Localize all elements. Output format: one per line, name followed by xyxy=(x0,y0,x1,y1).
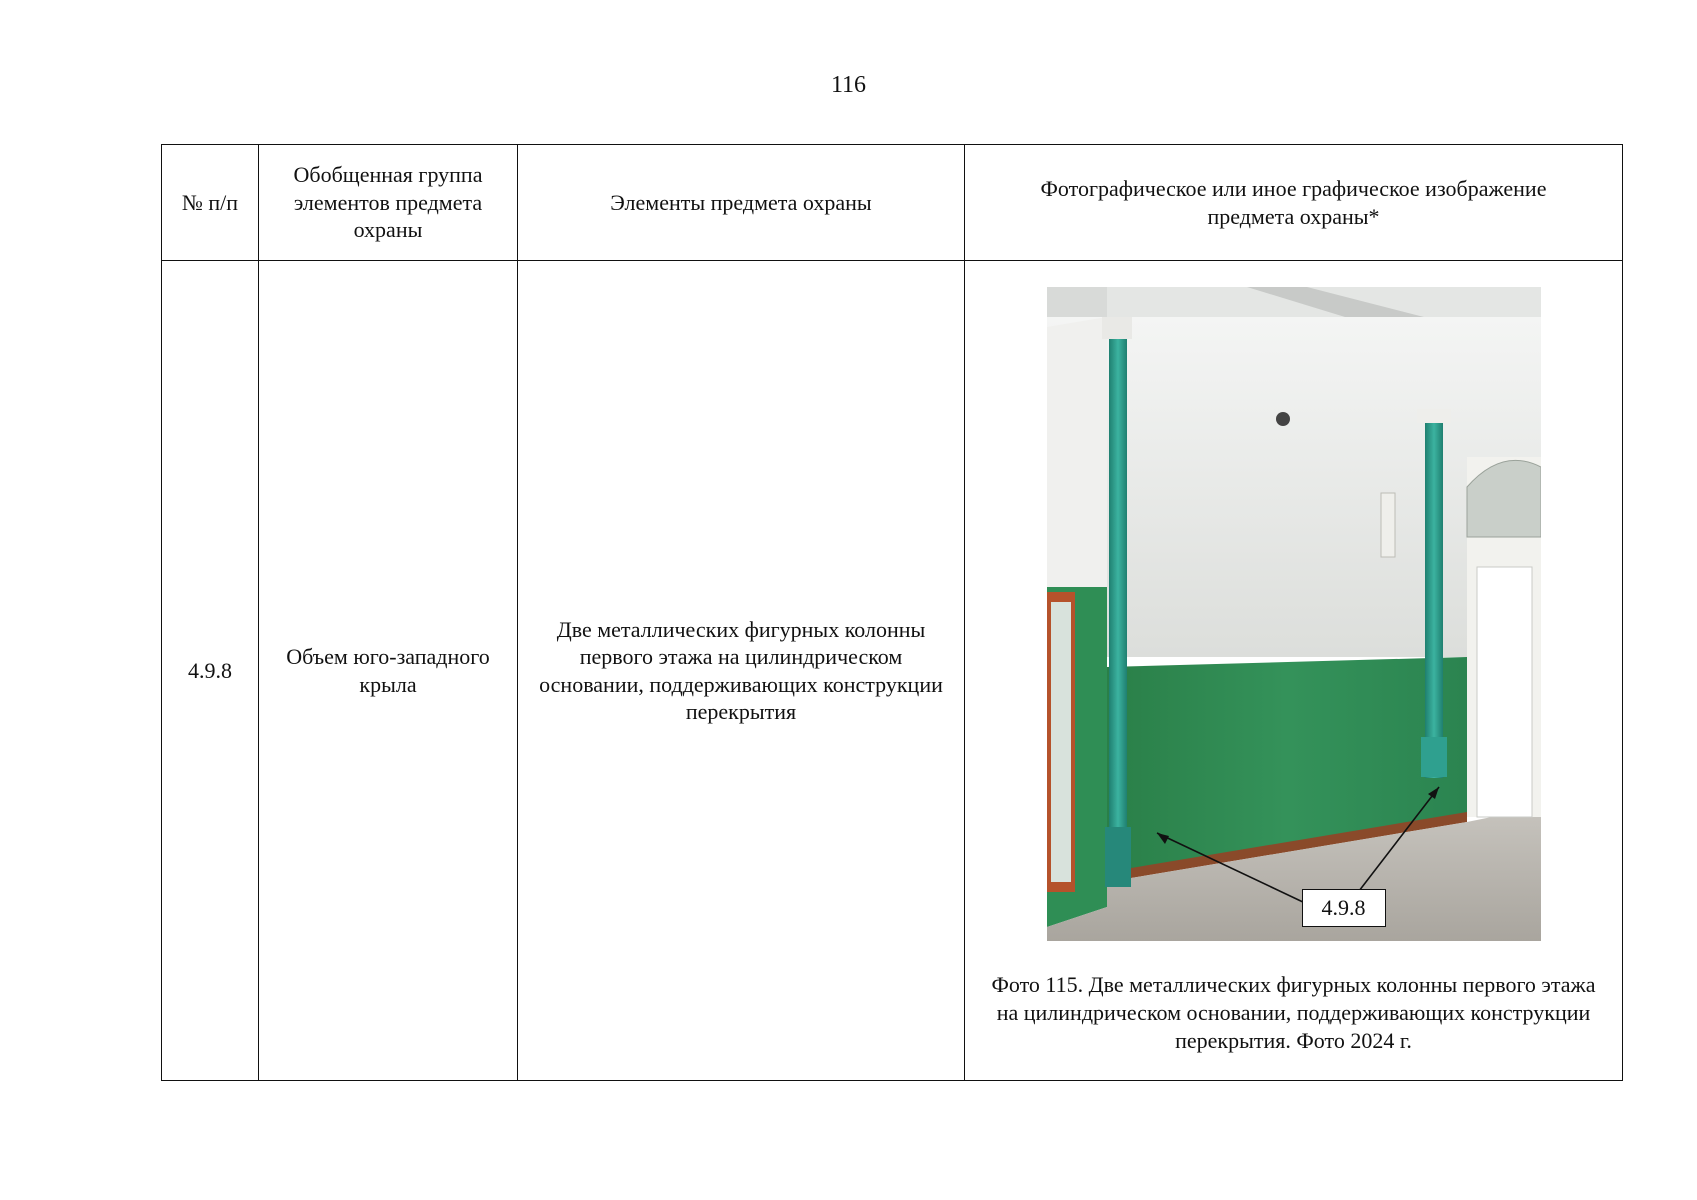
photo-caption: Фото 115. Две металлических фигурных колонны первого этажа на цилиндрическом основании, поддерживающих конструкции перекрытия. Фото 2024 г. xyxy=(991,972,1596,1054)
row-image-cell xyxy=(965,261,1623,1081)
row-num: 4.9.8 xyxy=(162,261,259,1081)
row-group: Объем юго-западного крыла xyxy=(259,261,518,1081)
header-row xyxy=(162,145,1623,261)
header-num: № п/п xyxy=(162,145,259,261)
header-elements: Элементы предмета охраны xyxy=(518,145,965,261)
page-number: 116 xyxy=(830,72,867,98)
protection-table xyxy=(161,144,1623,1081)
photo xyxy=(1047,287,1541,941)
header-image: Фотографическое или иное графическое изображение предмета охраны* xyxy=(965,145,1623,261)
table-row xyxy=(162,261,1623,1081)
photo-callout-label: 4.9.8 xyxy=(1302,889,1386,927)
row-elements: Две металлических фигурных колонны первого этажа на цилиндрическом основании, поддерживающих конструкции перекрытия xyxy=(518,261,965,1081)
header-group: Обобщенная группа элементов предмета охраны xyxy=(259,145,518,261)
photo-illustration xyxy=(1047,287,1541,941)
